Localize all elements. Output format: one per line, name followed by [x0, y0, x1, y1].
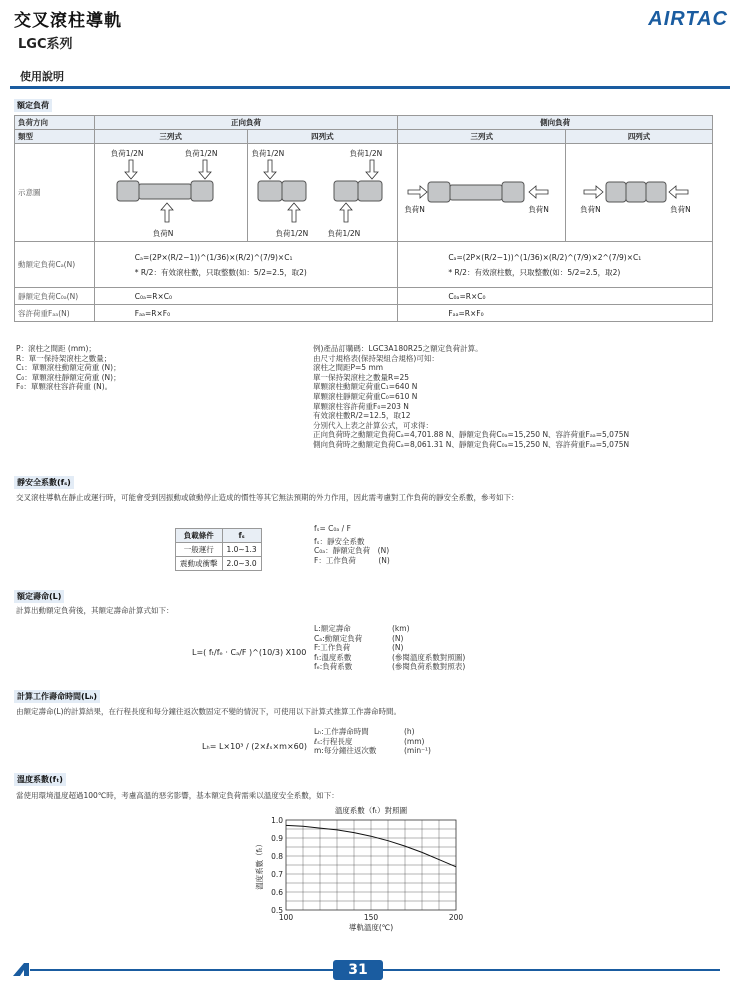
definition-item: F₀：單顆滾柱容許荷重 (N)。: [16, 382, 113, 392]
x-tick-label: 100: [278, 913, 294, 922]
static-fwd-formula: C₀ₐ=R×C₀: [94, 288, 398, 305]
section-divider: [10, 86, 730, 89]
load-half-label: 負荷1/2N: [349, 149, 383, 158]
static-safety-formula-block: [314, 524, 390, 565]
chart-title: 溫度系數（fₜ）對照圖: [334, 806, 408, 815]
legend-term: L:額定壽命: [314, 624, 351, 633]
table-header: 負載條件: [176, 529, 223, 543]
fwd-three-row-header: 三列式: [94, 130, 247, 144]
dyn-side-note: * R/2：有效滾柱數，只取整數(如：5/2=2.5，取2): [448, 267, 621, 277]
static-load-label: 靜額定負荷C₀ₐ(N): [15, 288, 95, 305]
side-three-row-header: 三列式: [398, 130, 566, 144]
temp-factor-desc: 當使用環境溫度超過100℃時，考慮高溫的惡劣影響，基本額定負荷需乘以溫度安全系數，如下：: [16, 791, 339, 800]
table-cell: 一般運行: [176, 543, 223, 557]
definition-item: C₁：單顆滾柱動額定荷重 (N)；: [16, 363, 121, 373]
type-header: 類型: [15, 130, 95, 144]
airtac-logo: AIRTAC: [648, 8, 728, 30]
rated-load-heading: 額定負荷: [14, 99, 52, 112]
load-half-label: 負荷1/2N: [184, 149, 218, 158]
y-tick-label: 1.0: [271, 816, 283, 825]
legend-term: Cₐ:動額定負荷: [314, 633, 363, 643]
side-load-header: 側向負荷: [398, 116, 713, 130]
legend-unit: (參閱負荷系數對照表): [392, 662, 466, 672]
table-cell: 2.0~3.0: [222, 557, 261, 571]
example-line: 有效滾柱數R/2=12.5，取12: [313, 411, 411, 421]
load-n-label: 負荷N: [152, 229, 174, 238]
legend-item: F：工作負荷 (N): [314, 555, 390, 565]
y-axis-label: 溫度系數（fₜ）: [255, 840, 264, 890]
rated-life-heading: 額定壽命(L): [14, 590, 64, 603]
side-four-row-shape: [566, 144, 713, 241]
fwd-three-row-shape: [95, 144, 248, 241]
dyn-side-formula: Cₐ=(2P×(R/2−1))^(1/36)×(R/2)^(7/9)×2^(7/9)×C₁: [448, 252, 642, 262]
legend-term: Lₕ:工作壽命時間: [314, 727, 369, 736]
x-tick-label: 200: [448, 913, 464, 922]
legend-unit: (mm): [404, 736, 425, 746]
legend-unit: (km): [392, 624, 410, 633]
load-n-label: 負荷N: [670, 205, 691, 214]
definition-item: R：單一保持架滾柱之數量；: [16, 353, 112, 363]
example-line: 單顆滾柱動額定荷重C₁=640 N: [313, 382, 418, 392]
fwd-four-row-diagram: [248, 144, 398, 241]
dyn-fwd-formula: Cₐ=(2P×(R/2−1))^(1/36)×(R/2)^(7/9)×C₁: [134, 252, 293, 262]
legend-unit: (N): [392, 633, 404, 643]
legend-unit: (N): [392, 643, 404, 653]
example-line: 滾柱之間距P=5 mm: [313, 363, 384, 373]
series-subtitle: LGC系列: [18, 37, 73, 52]
section-title: 使用說明: [20, 70, 64, 83]
page-title: 交叉滾柱導軌: [14, 11, 122, 31]
y-tick-label: 0.6: [271, 888, 283, 897]
rated-load-table: [14, 115, 713, 322]
legend-item: C₀ₐ：靜額定負荷 (N): [314, 546, 390, 556]
load-half-label: 負荷1/2N: [275, 229, 309, 238]
y-tick-label: 0.9: [271, 834, 283, 843]
rated-life-legend: [314, 624, 465, 672]
static-safety-formula: fₛ= C₀ₐ / F: [314, 524, 351, 533]
fwd-four-row-shape: [248, 144, 399, 241]
static-safety-table: [175, 528, 262, 571]
legend-term: F:工作負荷: [314, 643, 351, 653]
legend-unit: (參閱溫度系數對照圖): [392, 652, 466, 662]
example-line: 單顆滾柱容許荷重F₀=203 N: [313, 401, 409, 411]
definition-item: C₀：單顆滾柱靜額定荷重 (N)；: [16, 372, 121, 382]
life-hours-heading: 計算工作壽命時間(Lₕ): [14, 690, 100, 703]
load-n-label: 負荷N: [528, 205, 549, 214]
example-line: 由尺寸規格表(保持架組合規格)可知：: [313, 353, 439, 363]
definition-item: P：滾柱之間距 (mm)；: [16, 344, 96, 353]
forward-load-header: 正向負荷: [94, 116, 398, 130]
legend-term: fₜ:溫度系數: [314, 652, 352, 662]
allow-load-label: 容許荷重Fₐₐ(N): [15, 305, 95, 322]
life-hours-formula: Lₕ= L×10³ / (2×ℓₛ×m×60): [202, 742, 307, 751]
x-tick-label: 150: [363, 913, 379, 922]
side-three-row-shape: [398, 144, 566, 241]
y-tick-label: 0.8: [271, 852, 283, 861]
load-n-label: 負荷N: [580, 205, 601, 214]
dynamic-load-label: 動額定負荷Cₐ(N): [15, 242, 95, 288]
example-block: [313, 344, 629, 450]
load-dir-header: 負荷方向: [15, 116, 95, 130]
load-half-label: 負荷1/2N: [251, 149, 285, 158]
side-four-row-header: 四列式: [566, 130, 713, 144]
dyn-fwd-note: * R/2：有效滾柱數，只取整數(如：5/2=2.5，取2): [134, 267, 307, 277]
y-tick-label: 0.7: [271, 870, 283, 879]
y-tick-label: 0.5: [271, 906, 283, 915]
example-line: 側向負荷時之動額定負荷Cₐ=8,061.31 N、靜額定負荷C₀ₐ=15,250 N、容許荷重Fₐₐ=5,075N: [313, 439, 630, 449]
allow-side-formula: Fₐₐ=R×F₀: [398, 305, 713, 322]
static-safety-heading: 靜安全系數(fₛ): [14, 476, 74, 489]
example-line: 正向負荷時之動額定負荷Cₐ=4,701.88 N、靜額定負荷C₀ₐ=15,250 N、容許荷重Fₐₐ=5,075N: [313, 430, 630, 440]
legend-item: fₛ：靜安全系數: [314, 536, 365, 546]
diagram-label: 示意圖: [15, 144, 95, 242]
x-axis-label: 導軌溫度(℃): [348, 923, 394, 932]
static-side-formula: C₀ₐ=R×C₀: [398, 288, 713, 305]
legend-term: fₑ:負荷系數: [314, 662, 353, 672]
allow-fwd-formula: Fₐₐ=R×F₀: [94, 305, 398, 322]
life-hours-desc: 由額定壽命(L)的計算結果，在行程長度和每分鐘往返次數固定不變的情況下，可使用以下計算式推算工作壽命時間。: [16, 707, 402, 716]
rated-life-formula: L=( fₜ/fₑ · Cₐ/F )^(10/3) X100: [192, 648, 307, 657]
table-cell: 1.0~1.3: [222, 543, 261, 557]
life-hours-legend: [314, 727, 431, 756]
example-line: 單顆滾柱靜額定荷重C₀=610 N: [313, 391, 418, 401]
fwd-four-row-header: 四列式: [247, 130, 398, 144]
side-three-row-diagram: [398, 144, 565, 241]
legend-term: m:每分鐘往返次數: [314, 746, 377, 756]
side-four-row-diagram: [566, 144, 712, 241]
load-half-label: 負荷1/2N: [327, 229, 361, 238]
temp-factor-chart: [240, 802, 480, 952]
load-half-label: 負荷1/2N: [110, 149, 144, 158]
definitions-list: [16, 344, 121, 392]
example-line: 例)產品訂購碼：LGC3A180R25之額定負荷計算。: [313, 344, 483, 353]
example-line: 分別代入上表之計算公式，可求得：: [313, 420, 433, 430]
legend-unit: (h): [404, 727, 415, 736]
page-number: 31: [333, 960, 383, 980]
rated-life-desc: 計算出動額定負荷後，其額定壽命計算式如下：: [16, 606, 174, 615]
example-line: 單一保持架滾柱之數量R=25: [313, 372, 410, 382]
table-cell: 震動或衝擊: [176, 557, 223, 571]
legend-term: ℓₛ:行程長度: [314, 736, 353, 746]
load-n-label: 負荷N: [404, 205, 425, 214]
temp-factor-heading: 溫度系數(fₜ): [14, 773, 66, 786]
static-safety-desc: 交叉滾柱導軌在靜止或運行時，可能會受到因振動或啟動停止造成的慣性等其它無法預期的外力作用，因此需考慮對工作負荷的靜安全系數，參考如下：: [16, 493, 519, 502]
fwd-three-row-diagram: [95, 144, 247, 241]
legend-unit: (min⁻¹): [404, 746, 431, 756]
table-header: fₛ: [222, 529, 261, 543]
